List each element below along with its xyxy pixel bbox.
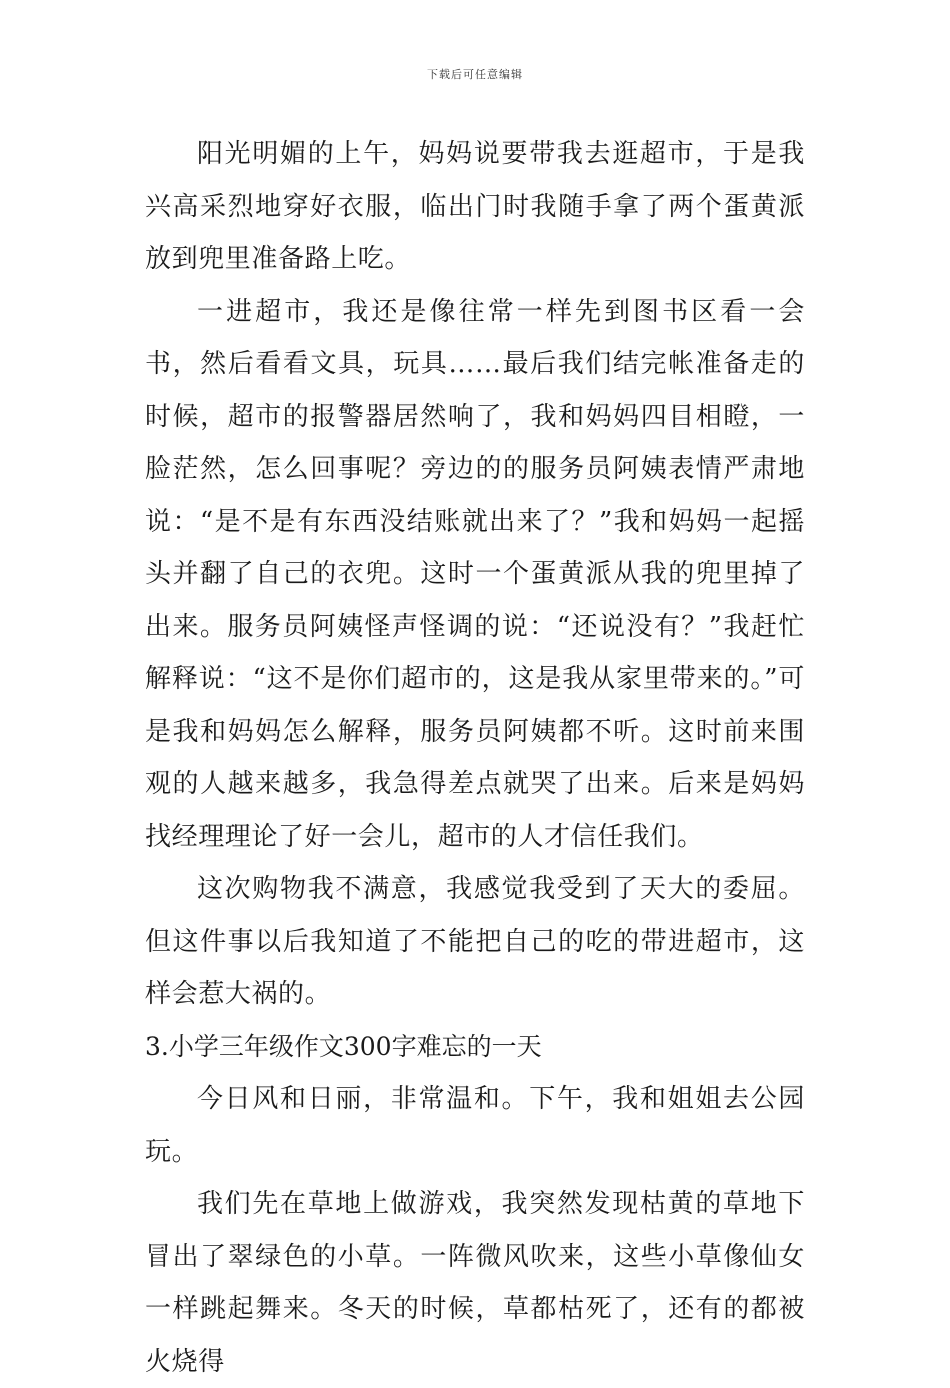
section-heading: 3.小学三年级作文300字难忘的一天 [145, 1031, 542, 1061]
paragraph: 今日风和日丽，非常温和。下午，我和姐姐去公园玩。 [145, 1084, 805, 1167]
paragraph: 这次购物我不满意，我感觉我受到了天大的委屈。但这件事以后我知道了不能把自己的吃的带进超市，这样会惹大祸的。 [145, 874, 805, 1009]
paragraph: 我们先在草地上做游戏，我突然发现枯黄的草地下冒出了翠绿色的小草。一阵微风吹来，这些小草像仙女一样跳起舞来。冬天的时候，草都枯死了，还有的都被火烧得 [145, 1189, 805, 1377]
paragraph: 一进超市，我还是像往常一样先到图书区看一会书，然后看看文具，玩具……最后我们结完帐准备走的时候，超市的报警器居然响了，我和妈妈四目相瞪，一脸茫然，怎么回事呢？旁边的的服务员阿姨表情严肃地说：“是不是有东西没结账就出来了？”我和妈妈一起摇头并翻了自己的衣兜。这时一个蛋黄派从我的兜里掉了出来。服务员阿姨怪声怪调的说：“还说没有？”我赶忙解释说：“这不是你们超市的，这是我从家里带来的。”可是我和妈妈怎么解释，服务员阿姨都不听。这时前来围观的人越来越多，我急得差点就哭了出来。后来是妈妈找经理理论了好一会儿，超市的人才信任我们。 [145, 296, 805, 852]
document-body [145, 128, 805, 1388]
header-note: 下载后可任意编辑 [427, 68, 523, 81]
paragraph: 阳光明媚的上午，妈妈说要带我去逛超市，于是我兴高采烈地穿好衣服，临出门时我随手拿了两个蛋黄派放到兜里准备路上吃。 [145, 139, 805, 274]
